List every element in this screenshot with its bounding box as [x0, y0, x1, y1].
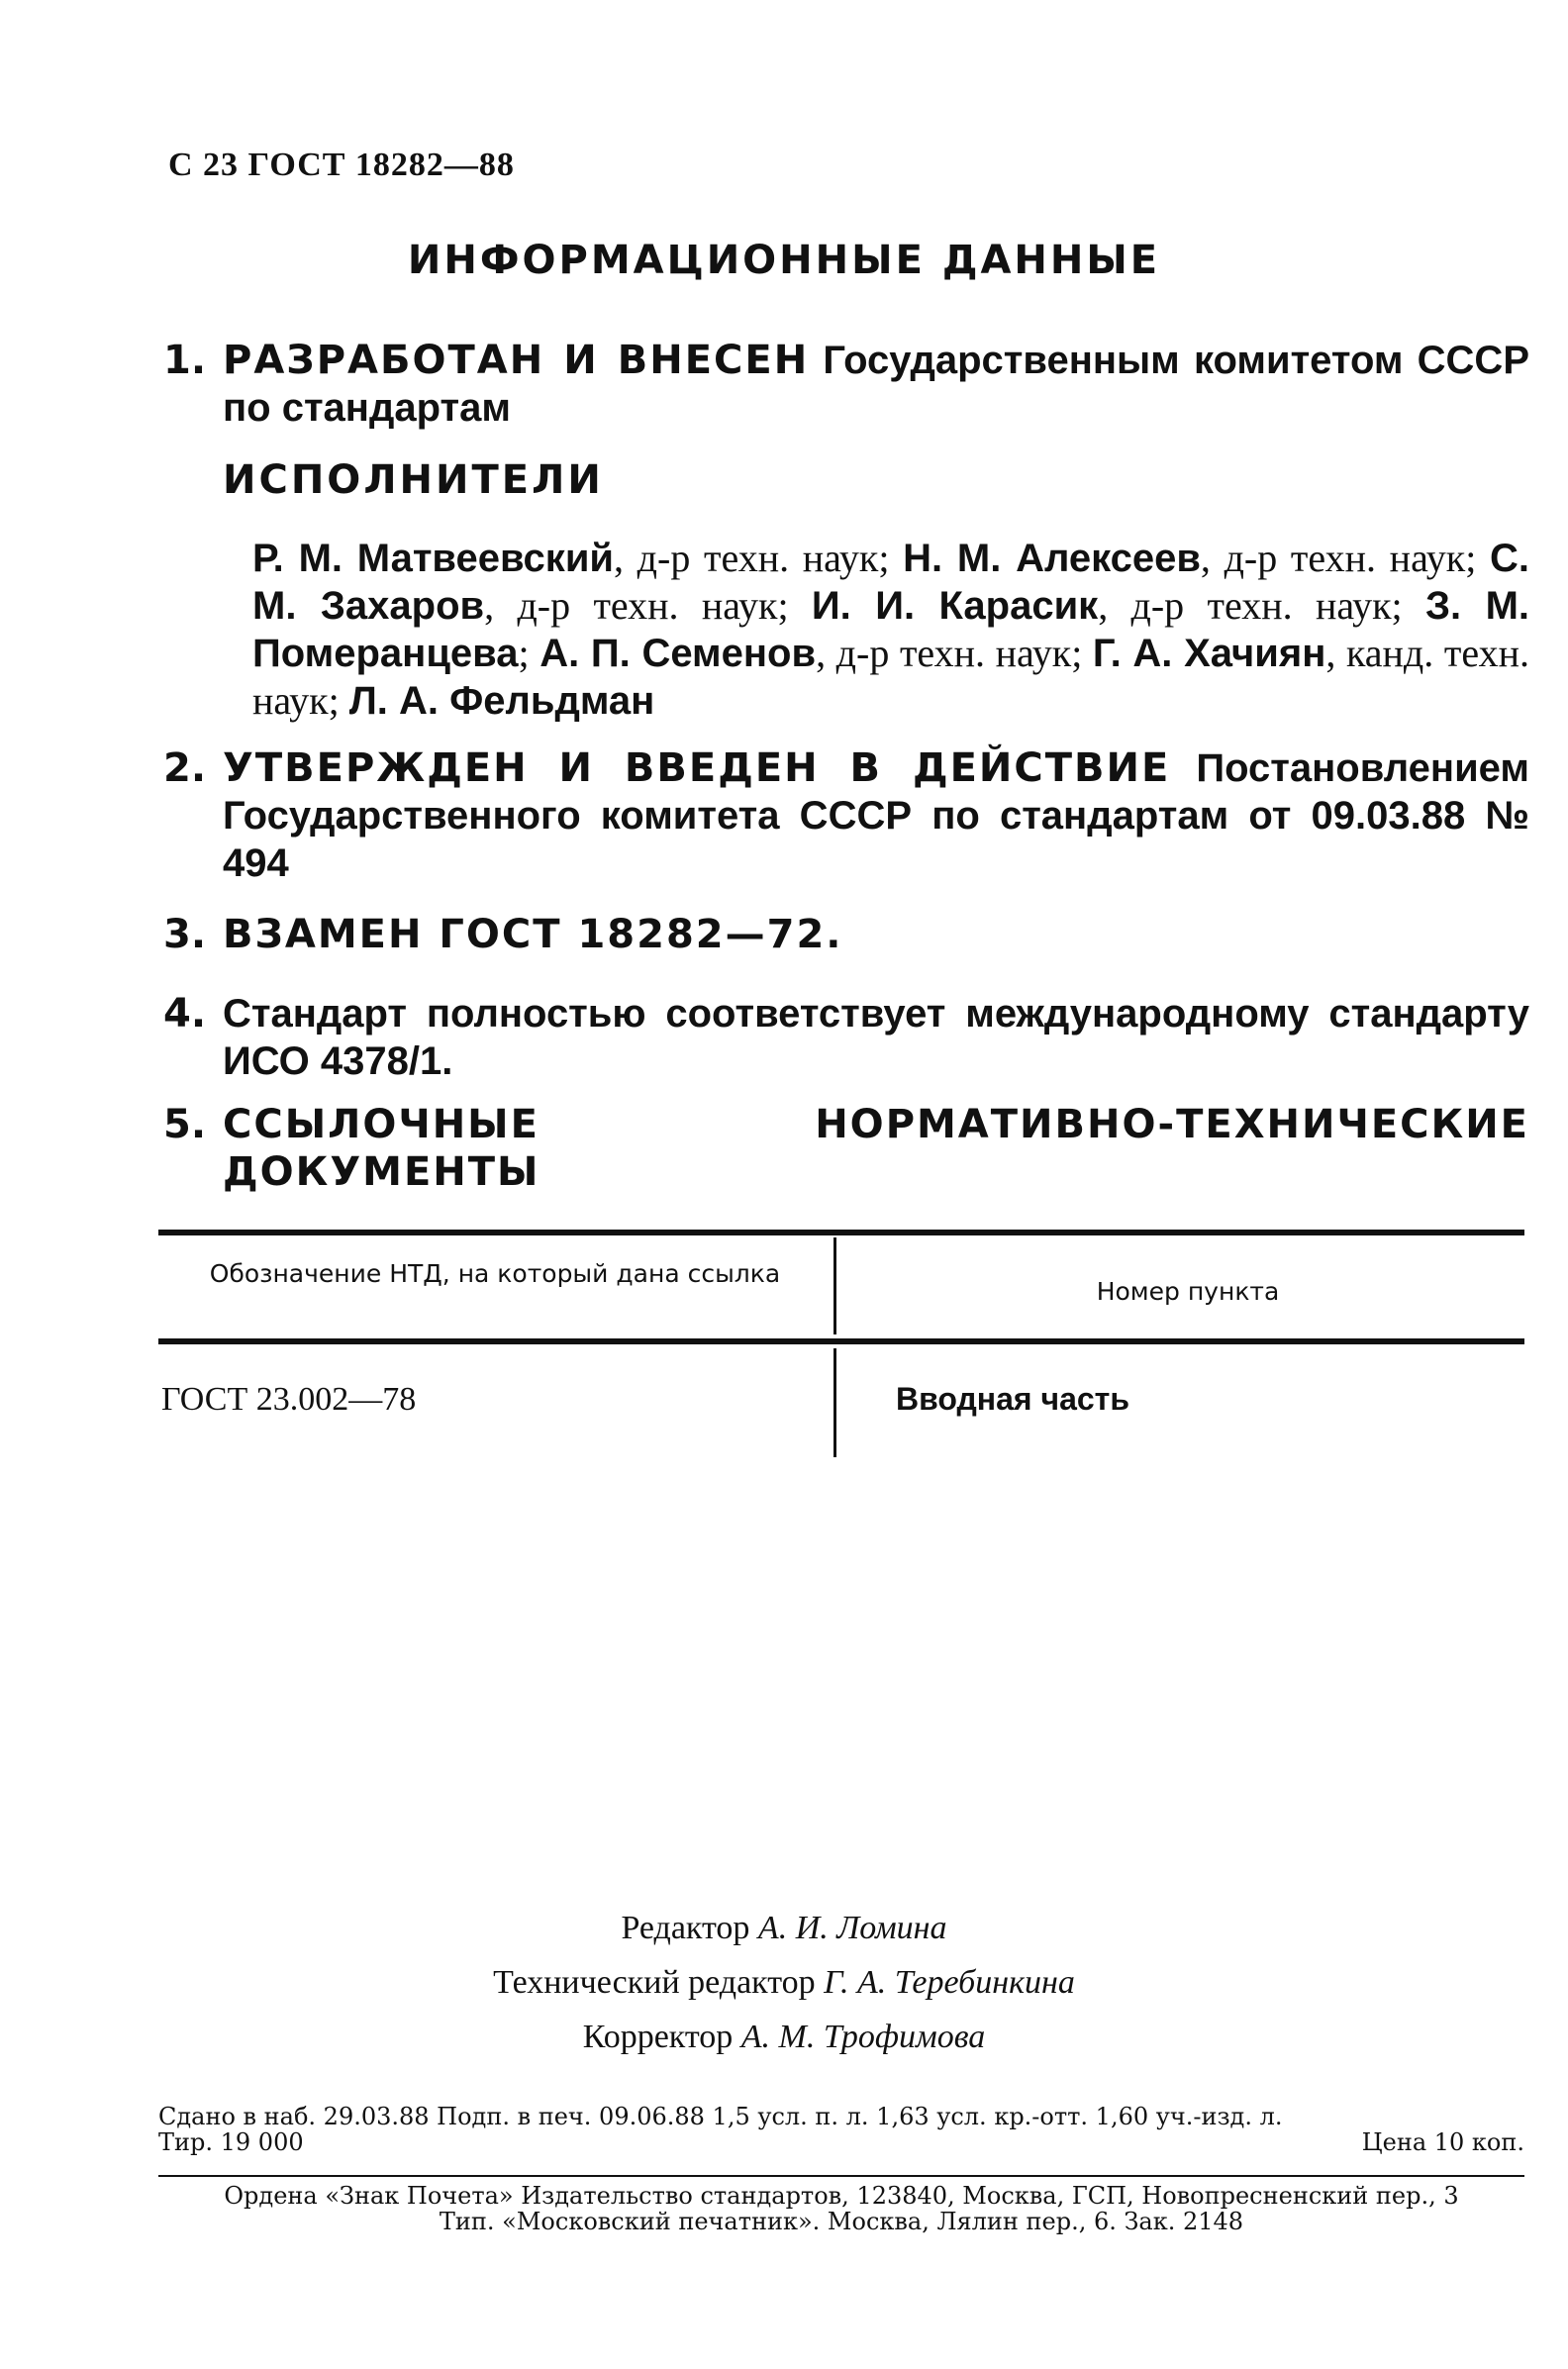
table-header-rule	[158, 1338, 1524, 1344]
table-header-doc: Обозначение НТД, на который дана ссылка	[209, 1259, 781, 1288]
table-cell-doc: ГОСТ 23.002—78	[161, 1381, 417, 1418]
item-text: Постановлением Государственного комитета СССР по стандартам от 09.03.88 № 494	[223, 746, 1529, 885]
item-number: 4.	[163, 991, 207, 1036]
item-number: 1.	[163, 338, 207, 383]
imprint-circulation: Тир. 19 000	[158, 2128, 304, 2156]
item-number: 3.	[163, 912, 207, 957]
executor-title: , д-р техн. наук;	[614, 536, 904, 580]
imprint-line: Сдано в наб. 29.03.88 Подп. в печ. 09.06.88 1,5 усл. п. л. 1,63 усл. кр.-отт. 1,60 уч.-изд. л.	[158, 2103, 1283, 2130]
executor-name: Р. М. Матвеевский	[252, 537, 615, 580]
imprint-price: Цена 10 коп.	[1361, 2128, 1524, 2156]
executor-name: И. И. Карасик	[811, 584, 1099, 628]
executors-list	[252, 535, 1529, 725]
credits-editor: Редактор А. И. Ломина	[621, 1910, 947, 1946]
executors-heading: ИСПОЛНИТЕЛИ	[223, 457, 604, 503]
item-text: Стандарт полностью соответствует международному стандарту ИСО 4378/1.	[223, 992, 1529, 1083]
executor-name: З. М. Померанцева	[252, 584, 1529, 675]
corrector-name: А. М. Трофимова	[740, 2019, 986, 2055]
credits-block	[0, 1901, 1568, 2064]
executor-title: ;	[518, 631, 540, 675]
imprint-rule	[158, 2175, 1524, 2177]
executor-title: , д-р техн. наук;	[816, 631, 1093, 675]
page-header: С 23 ГОСТ 18282—88	[168, 147, 515, 183]
imprint-line: Ордена «Знак Почета» Издательство стандартов, 123840, Москва, ГСП, Новопресненский пер., 3	[224, 2182, 1459, 2210]
page-title: ИНФОРМАЦИОННЫЕ ДАННЫЕ	[407, 238, 1161, 283]
executor-name: Н. М. Алексеев	[903, 537, 1201, 580]
list-item	[163, 337, 1529, 432]
imprint-print-data	[158, 2104, 1524, 2155]
item-lead: УТВЕРЖДЕН И ВВЕДЕН В ДЕЙСТВИЕ	[223, 745, 1171, 791]
executor-title: , д-р техн. наук;	[1200, 536, 1491, 580]
executor-name: Л. А. Фельдман	[348, 679, 655, 723]
item-lead: РАЗРАБОТАН И ВНЕСЕН	[223, 338, 810, 383]
executor-name: С. М. Захаров	[252, 537, 1530, 628]
list-item	[163, 911, 1529, 958]
executor-name: Г. А. Хачиян	[1092, 632, 1326, 675]
table-top-rule	[158, 1230, 1524, 1235]
executor-title: , канд. техн. наук;	[252, 631, 1529, 723]
imprint-publisher	[158, 2183, 1524, 2234]
item-text: Государственным комитетом СССР по стандартам	[223, 339, 1529, 430]
executor-title: , д-р техн. наук;	[484, 583, 812, 628]
editor-name: А. И. Ломина	[757, 1910, 947, 1946]
item-number: 5.	[163, 1102, 207, 1147]
credits-tech-editor: Технический редактор Г. А. Теребинкина	[493, 1964, 1075, 2001]
tech-editor-name: Г. А. Теребинкина	[824, 1964, 1075, 2001]
executor-name: А. П. Семенов	[539, 632, 817, 675]
table-cell-clause: Вводная часть	[896, 1381, 1129, 1417]
item-lead: ВЗАМЕН ГОСТ 18282—72.	[223, 912, 843, 957]
credits-corrector: Корректор А. М. Трофимова	[582, 2019, 986, 2055]
table-header-divider	[833, 1237, 836, 1334]
table-body-divider	[833, 1348, 836, 1457]
list-item	[163, 990, 1529, 1085]
list-item	[163, 744, 1529, 887]
executor-title: , д-р техн. наук;	[1098, 583, 1425, 628]
item-lead: ССЫЛОЧНЫЕ НОРМАТИВНО-ТЕХНИЧЕСКИЕ ДОКУМЕНТЫ	[223, 1102, 1529, 1195]
imprint-line: Тип. «Московский печатник». Москва, Лялин пер., 6. Зак. 2148	[439, 2208, 1244, 2235]
item-number: 2.	[163, 745, 207, 791]
table-header-clause: Номер пункта	[1096, 1277, 1280, 1306]
list-item	[163, 1101, 1529, 1196]
